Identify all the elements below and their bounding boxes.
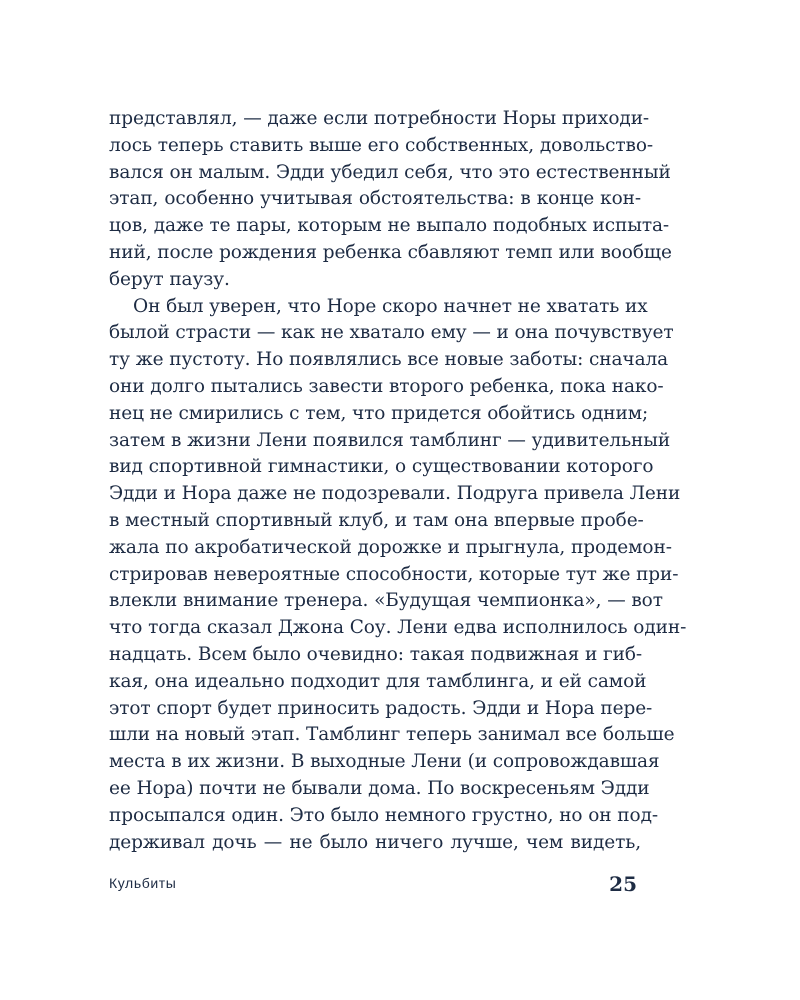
text-line: берут паузу. (109, 268, 230, 290)
text-line: надцать. Всем было очевидно: такая подвижная и гиб- (109, 643, 643, 665)
body-text (109, 106, 687, 856)
text-line: они долго пытались завести второго ребенка, пока нако- (109, 375, 664, 397)
text-line: нец не смирились с тем, что придется обойтись одним; (109, 402, 649, 424)
running-title: Кульбиты (109, 875, 177, 891)
text-line: места в их жизни. В выходные Лени (и сопровождавшая (109, 751, 660, 773)
text-line: в местный спортивный клуб, и там она впервые пробе- (109, 509, 644, 531)
text-line: Эдди и Нора даже не подозревали. Подруга привела Лени (109, 483, 681, 505)
text-line: вид спортивной гимнастики, о существовании которого (109, 456, 654, 478)
text-line: стрировав невероятные способности, которые тут же при- (109, 563, 679, 585)
text-line: ту же пустоту. Но появлялись все новые заботы: сначала (109, 349, 669, 371)
text-line: Он был уверен, что Норе скоро начнет не хватать их (133, 295, 648, 317)
text-line: просыпался один. Это было немного грустно, но он под- (109, 804, 659, 826)
text-line: цов, даже те пары, которым не выпало подобных испыта- (109, 215, 670, 237)
text-line: держивал дочь — не было ничего лучше, чем видеть, (109, 831, 641, 853)
text-line: вался он малым. Эдди убедил себя, что это естественный (109, 161, 671, 183)
text-line: лось теперь ставить выше его собственных, довольство- (109, 134, 654, 156)
text-line: что тогда сказал Джона Соу. Лени едва исполнилось один- (109, 617, 687, 639)
text-line: влекли внимание тренера. «Будущая чемпионка», — вот (109, 590, 663, 612)
text-line: затем в жизни Лени появился тамблинг — удивительный (109, 429, 671, 451)
page-number: 25 (609, 872, 637, 896)
text-line: представлял, — даже если потребности Норы приходи- (109, 108, 650, 129)
text-line: жала по акробатической дорожке и прыгнула, продемон- (109, 536, 672, 558)
text-line: этот спорт будет приносить радость. Эдди и Нора пере- (109, 697, 653, 719)
text-line: этап, особенно учитывая обстоятельства: в конце кон- (109, 188, 641, 210)
text-line: ний, после рождения ребенка сбавляют темп или вообще (109, 241, 672, 263)
text-line: кая, она идеально подходит для тамблинга, и ей самой (109, 670, 647, 692)
text-line: шли на новый этап. Тамблинг теперь занимал все больше (109, 724, 675, 746)
text-line: былой страсти — как не хватало ему — и она почувствует (109, 322, 674, 344)
text-line: ее Нора) почти не бывали дома. По воскресеньям Эдди (109, 777, 650, 799)
page-footer (109, 872, 641, 898)
